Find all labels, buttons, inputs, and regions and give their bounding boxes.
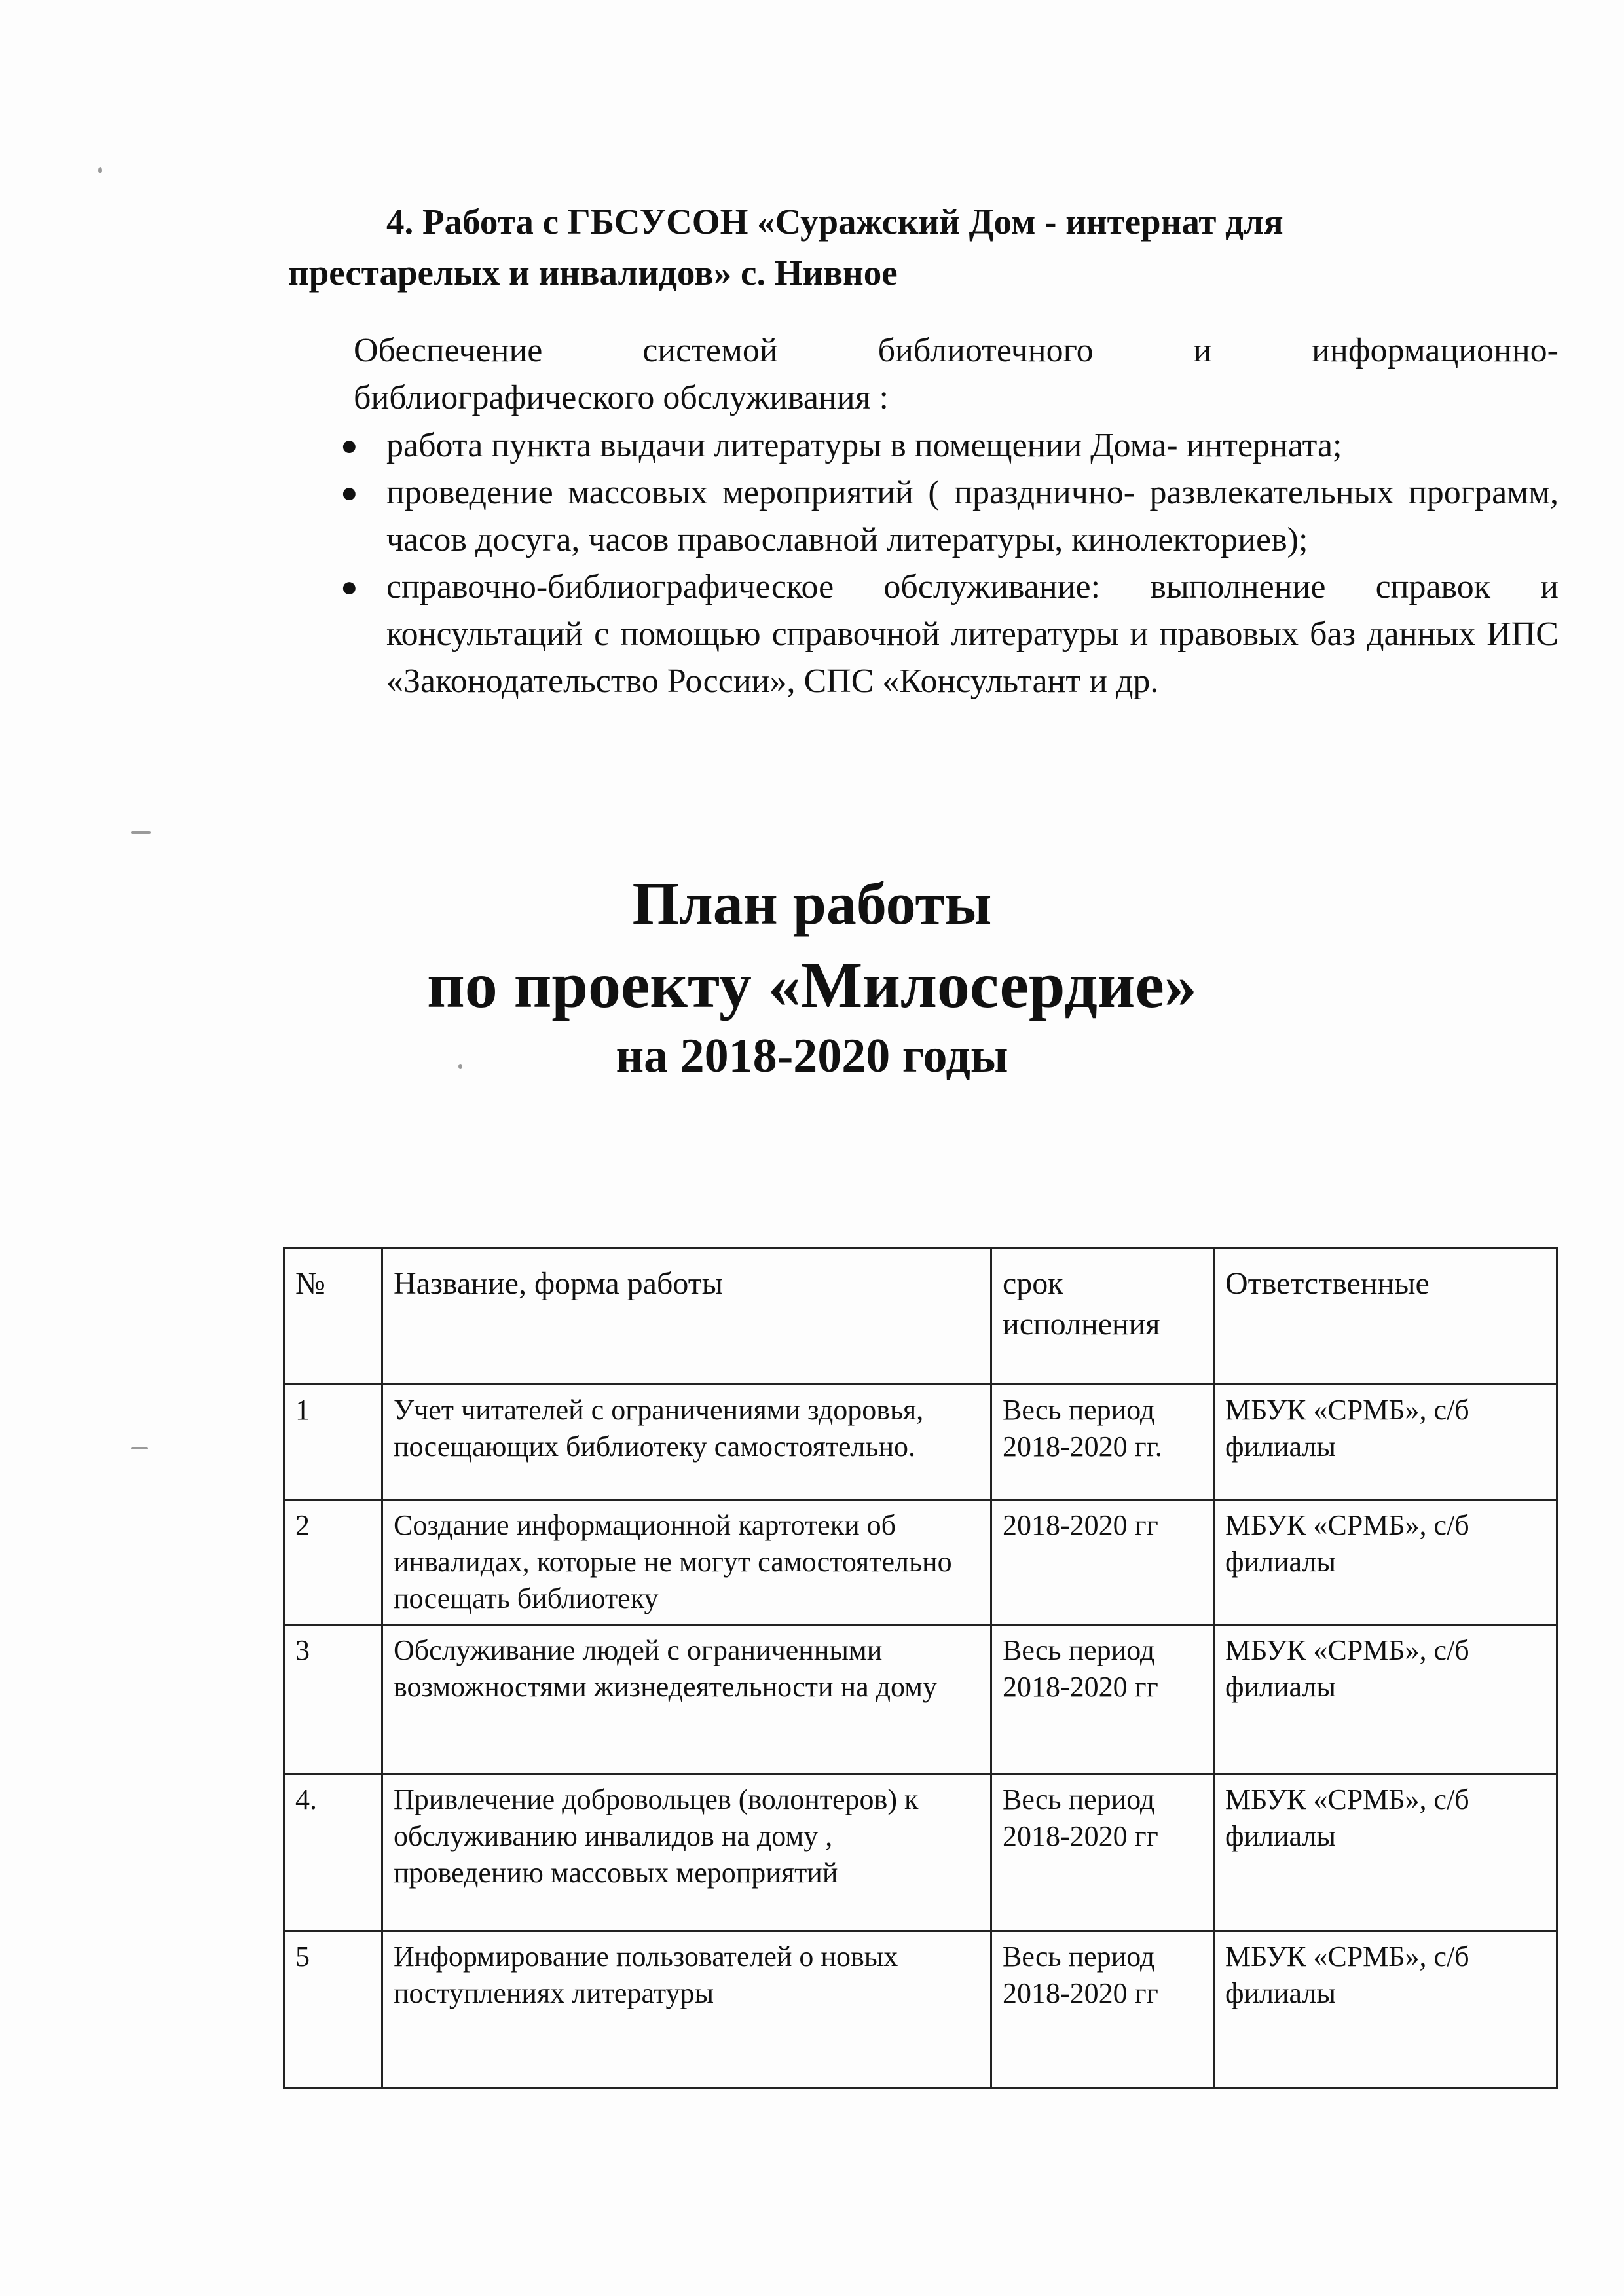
bullet-text: работа пункта выдачи литературы в помещении Дома- интерната;	[386, 427, 1342, 464]
cell-name: Привлечение добровольцев (волонтеров) к обслуживанию инвалидов на дому , проведению массовых мероприятий	[382, 1774, 991, 1931]
intro-word: информационно-	[1312, 332, 1559, 369]
header-term: срок исполнения	[991, 1248, 1214, 1385]
cell-resp: МБУК «СРМБ», с/б филиалы	[1214, 1625, 1557, 1774]
header-resp: Ответственные	[1214, 1248, 1557, 1385]
bullet-text: справочно-библиографическое обслуживание: выполнение справок и консультаций с помощью справочной литературы и правовых баз данных ИПС «Законодательство России», СПС «Консультант и др.	[386, 568, 1559, 700]
cell-term: Весь период 2018-2020 гг	[991, 1625, 1214, 1774]
section-heading-line1: Работа с ГБСУСОН «Суражский Дом - интернат для	[422, 202, 1283, 242]
plan-title-line2: по проекту «Милосердие»	[427, 949, 1197, 1021]
cell-num: 4.	[284, 1774, 382, 1931]
table-row	[284, 1774, 1557, 1931]
cell-num: 5	[284, 1931, 382, 2088]
table-row	[284, 1625, 1557, 1774]
scan-speck	[98, 167, 102, 173]
bullet-item	[334, 564, 1559, 705]
header-name: Название, форма работы	[382, 1248, 991, 1385]
bullet-icon: ●	[341, 477, 358, 509]
table-header-row	[284, 1248, 1557, 1385]
bullet-icon: ●	[341, 429, 358, 462]
cell-term: 2018-2020 гг	[991, 1500, 1214, 1625]
cell-num: 1	[284, 1385, 382, 1500]
intro-word: системой	[642, 332, 778, 369]
table-row	[284, 1500, 1557, 1625]
cell-num: 2	[284, 1500, 382, 1625]
intro-line2: библиографического обслуживания :	[354, 379, 889, 416]
cell-name: Информирование пользователей о новых поступлениях литературы	[382, 1931, 991, 2088]
bullet-text: проведение массовых мероприятий ( празднично- развлекательных программ, часов досуга, часов православной литературы, кинолекториев);	[386, 474, 1559, 558]
bullet-icon: ●	[341, 571, 358, 603]
plan-title-line3: на 2018-2020 годы	[616, 1029, 1008, 1083]
cell-name: Обслуживание людей с ограниченными возможностями жизнедеятельности на дому	[382, 1625, 991, 1774]
plan-title-line1: План работы	[632, 870, 992, 937]
cell-term: Весь период 2018-2020 гг	[991, 1774, 1214, 1931]
section-heading-line2: престарелых и инвалидов» с. Нивное	[288, 253, 898, 293]
scan-speck	[131, 831, 151, 834]
intro-paragraph	[354, 327, 1559, 422]
intro-word: библиотечного	[877, 332, 1094, 369]
cell-resp: МБУК «СРМБ», с/б филиалы	[1214, 1500, 1557, 1625]
bullet-item	[334, 469, 1559, 564]
intro-word: и	[1193, 332, 1212, 369]
section-number: 4.	[386, 202, 414, 242]
intro-line1	[354, 327, 1559, 374]
cell-num: 3	[284, 1625, 382, 1774]
cell-name: Учет читателей с ограничениями здоровья, посещающих библиотеку самостоятельно.	[382, 1385, 991, 1500]
cell-name: Создание информационной картотеки об инвалидах, которые не могут самостоятельно посещать библиотеку	[382, 1500, 991, 1625]
header-num: №	[284, 1248, 382, 1385]
bullet-item	[334, 422, 1559, 469]
section-heading	[288, 196, 1559, 299]
scan-speck	[131, 1447, 148, 1449]
cell-resp: МБУК «СРМБ», с/б филиалы	[1214, 1931, 1557, 2088]
plan-table	[283, 1247, 1558, 2089]
table-row	[284, 1385, 1557, 1500]
cell-resp: МБУК «СРМБ», с/б филиалы	[1214, 1385, 1557, 1500]
bullet-list	[334, 422, 1559, 705]
intro-word: Обеспечение	[354, 332, 543, 369]
cell-resp: МБУК «СРМБ», с/б филиалы	[1214, 1774, 1557, 1931]
cell-term: Весь период 2018-2020 гг	[991, 1931, 1214, 2088]
table-row	[284, 1931, 1557, 2088]
cell-term: Весь период 2018-2020 гг.	[991, 1385, 1214, 1500]
